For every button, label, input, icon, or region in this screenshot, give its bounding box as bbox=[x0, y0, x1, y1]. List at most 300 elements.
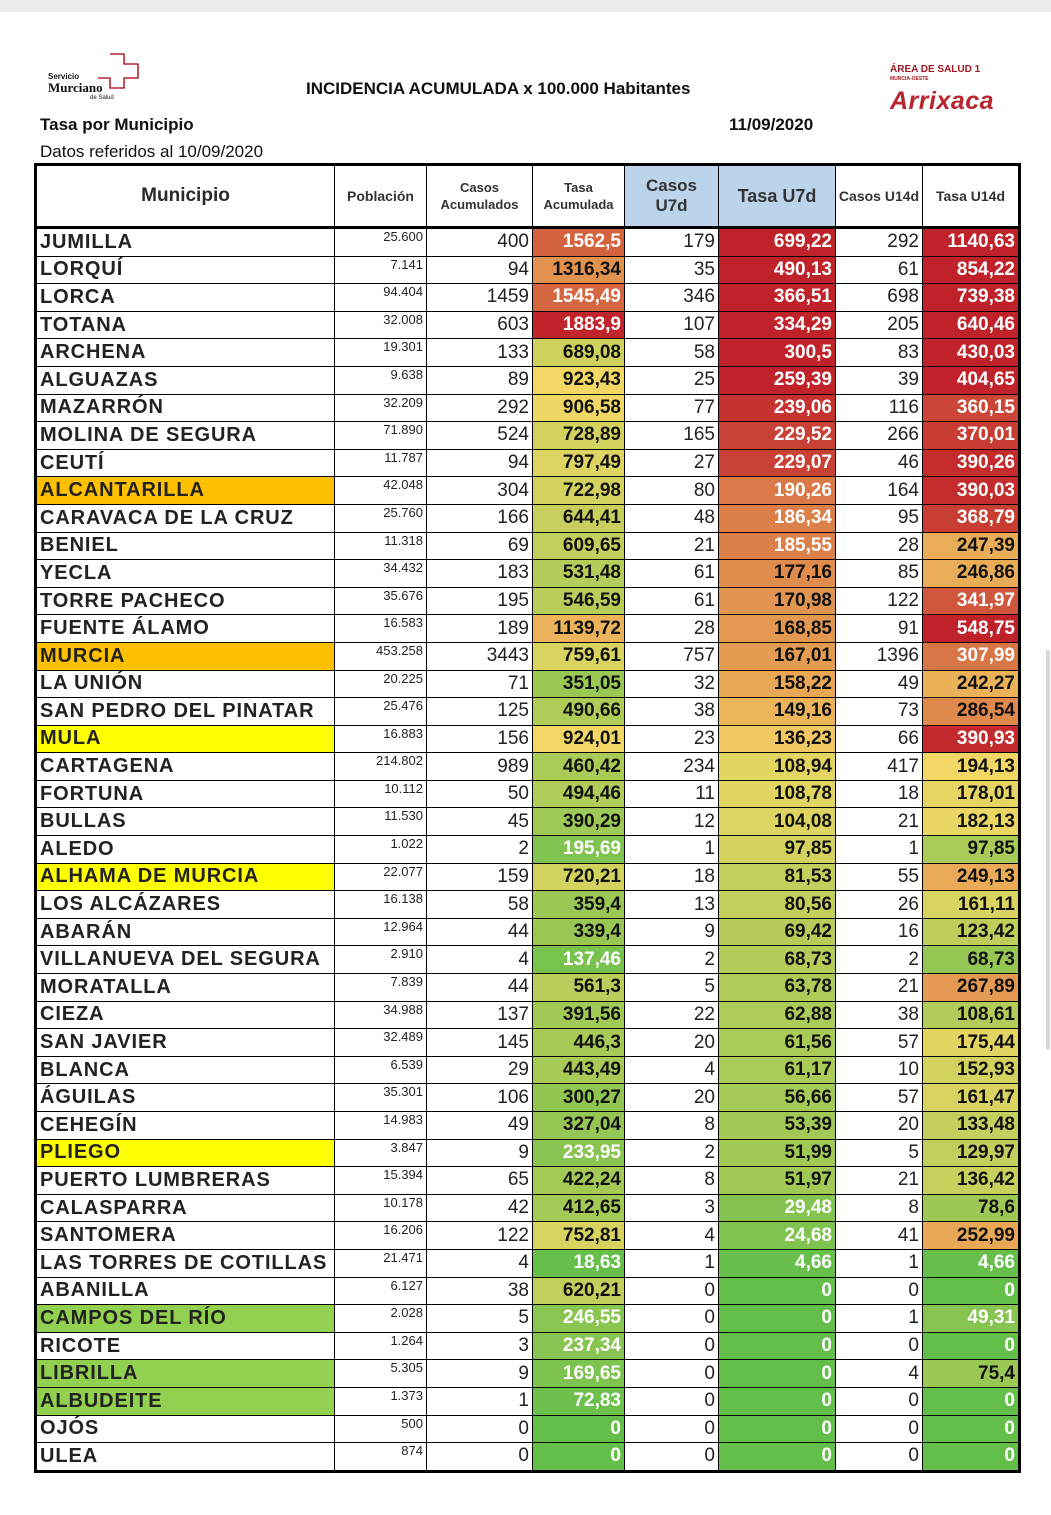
cell-casos-u14d: 26 bbox=[836, 891, 923, 919]
cell-casos-u7d: 2 bbox=[625, 946, 719, 974]
cell-casos-u7d: 0 bbox=[625, 1305, 719, 1333]
cell-casos-u7d: 61 bbox=[625, 587, 719, 615]
cell-tasa-u7d: 80,56 bbox=[719, 891, 836, 919]
cell-casos-acumulados: 3443 bbox=[427, 642, 533, 670]
table-row bbox=[36, 339, 1020, 367]
table-row bbox=[36, 587, 1020, 615]
cell-tasa-u7d: 190,26 bbox=[719, 477, 836, 505]
cell-casos-acumulados: 137 bbox=[427, 1001, 533, 1029]
cell-poblacion: 6.539 bbox=[335, 1056, 427, 1084]
table-row bbox=[36, 1029, 1020, 1057]
cell-casos-acumulados: 44 bbox=[427, 974, 533, 1002]
cell-casos-u7d: 0 bbox=[625, 1332, 719, 1360]
cell-casos-acumulados: 156 bbox=[427, 725, 533, 753]
cell-tasa-acumulada: 195,69 bbox=[533, 836, 625, 864]
cell-casos-u7d: 1 bbox=[625, 1249, 719, 1277]
cell-tasa-u14d: 68,73 bbox=[923, 946, 1020, 974]
cell-casos-u14d: 8 bbox=[836, 1194, 923, 1222]
cell-casos-u7d: 61 bbox=[625, 560, 719, 588]
cell-casos-u14d: 49 bbox=[836, 670, 923, 698]
cell-casos-u7d: 13 bbox=[625, 891, 719, 919]
cell-municipio: ÁGUILAS bbox=[36, 1084, 335, 1112]
table-row bbox=[36, 366, 1020, 394]
cell-poblacion: 94.404 bbox=[335, 284, 427, 312]
cell-tasa-acumulada: 0 bbox=[533, 1415, 625, 1443]
cell-casos-u14d: 2 bbox=[836, 946, 923, 974]
cell-municipio: CARAVACA DE LA CRUZ bbox=[36, 504, 335, 532]
cell-poblacion: 25.476 bbox=[335, 698, 427, 726]
cell-casos-u7d: 4 bbox=[625, 1222, 719, 1250]
cell-casos-u7d: 38 bbox=[625, 698, 719, 726]
cell-tasa-acumulada: 390,29 bbox=[533, 808, 625, 836]
col-header-casos-acumulados-line1: Casos bbox=[459, 180, 500, 195]
cell-casos-u7d: 80 bbox=[625, 477, 719, 505]
cell-tasa-u7d: 167,01 bbox=[719, 642, 836, 670]
cell-tasa-u7d: 0 bbox=[719, 1387, 836, 1415]
cell-casos-u7d: 1 bbox=[625, 836, 719, 864]
cell-casos-u7d: 165 bbox=[625, 422, 719, 450]
cell-tasa-u14d: 78,6 bbox=[923, 1194, 1020, 1222]
cell-casos-acumulados: 166 bbox=[427, 504, 533, 532]
cell-tasa-u7d: 0 bbox=[719, 1277, 836, 1305]
table-row bbox=[36, 836, 1020, 864]
cell-poblacion: 35.676 bbox=[335, 587, 427, 615]
col-header-casos-u14d: Casos U14d bbox=[836, 165, 923, 228]
cell-casos-u7d: 23 bbox=[625, 725, 719, 753]
cell-municipio: CIEZA bbox=[36, 1001, 335, 1029]
cell-poblacion: 71.890 bbox=[335, 422, 427, 450]
cell-tasa-u14d: 739,38 bbox=[923, 284, 1020, 312]
cell-tasa-u14d: 370,01 bbox=[923, 422, 1020, 450]
col-header-municipio: Municipio bbox=[36, 165, 335, 228]
table-row bbox=[36, 532, 1020, 560]
cell-tasa-u14d: 161,11 bbox=[923, 891, 1020, 919]
cell-casos-u14d: 0 bbox=[836, 1443, 923, 1472]
cell-tasa-u14d: 75,4 bbox=[923, 1360, 1020, 1388]
cell-casos-u14d: 1 bbox=[836, 836, 923, 864]
cell-municipio: LAS TORRES DE COTILLAS bbox=[36, 1249, 335, 1277]
cell-poblacion: 1.022 bbox=[335, 836, 427, 864]
cell-tasa-acumulada: 18,63 bbox=[533, 1249, 625, 1277]
cell-tasa-acumulada: 359,4 bbox=[533, 891, 625, 919]
cell-casos-u7d: 58 bbox=[625, 339, 719, 367]
table-row bbox=[36, 1249, 1020, 1277]
cell-municipio: BULLAS bbox=[36, 808, 335, 836]
cell-tasa-u7d: 490,13 bbox=[719, 256, 836, 284]
cell-tasa-u14d: 129,97 bbox=[923, 1139, 1020, 1167]
cell-tasa-u7d: 69,42 bbox=[719, 918, 836, 946]
cell-poblacion: 32.209 bbox=[335, 394, 427, 422]
cell-poblacion: 6.127 bbox=[335, 1277, 427, 1305]
cell-tasa-u14d: 404,65 bbox=[923, 366, 1020, 394]
cell-tasa-u14d: 390,03 bbox=[923, 477, 1020, 505]
cell-tasa-u14d: 242,27 bbox=[923, 670, 1020, 698]
cell-casos-u7d: 0 bbox=[625, 1387, 719, 1415]
cell-tasa-u7d: 186,34 bbox=[719, 504, 836, 532]
cell-casos-u7d: 11 bbox=[625, 780, 719, 808]
cell-casos-u7d: 32 bbox=[625, 670, 719, 698]
cell-municipio: SAN PEDRO DEL PINATAR bbox=[36, 698, 335, 726]
cell-casos-acumulados: 42 bbox=[427, 1194, 533, 1222]
cell-tasa-acumulada: 720,21 bbox=[533, 863, 625, 891]
cell-poblacion: 12.964 bbox=[335, 918, 427, 946]
cell-tasa-acumulada: 1883,9 bbox=[533, 311, 625, 339]
cell-tasa-u14d: 194,13 bbox=[923, 753, 1020, 781]
cell-casos-u7d: 20 bbox=[625, 1029, 719, 1057]
cell-poblacion: 10.178 bbox=[335, 1194, 427, 1222]
cell-municipio: ALGUAZAS bbox=[36, 366, 335, 394]
cell-poblacion: 42.048 bbox=[335, 477, 427, 505]
cell-tasa-u14d: 0 bbox=[923, 1415, 1020, 1443]
cell-municipio: PLIEGO bbox=[36, 1139, 335, 1167]
cell-poblacion: 15.394 bbox=[335, 1167, 427, 1195]
cell-casos-u14d: 164 bbox=[836, 477, 923, 505]
cell-casos-acumulados: 58 bbox=[427, 891, 533, 919]
cell-poblacion: 32.489 bbox=[335, 1029, 427, 1057]
cell-casos-u14d: 66 bbox=[836, 725, 923, 753]
cell-tasa-u14d: 152,93 bbox=[923, 1056, 1020, 1084]
cell-tasa-u7d: 0 bbox=[719, 1443, 836, 1472]
cell-tasa-u7d: 4,66 bbox=[719, 1249, 836, 1277]
table-row bbox=[36, 1056, 1020, 1084]
cell-casos-u7d: 0 bbox=[625, 1277, 719, 1305]
scrollbar[interactable] bbox=[1046, 650, 1050, 1050]
cell-poblacion: 25.600 bbox=[335, 228, 427, 257]
cell-tasa-u14d: 178,01 bbox=[923, 780, 1020, 808]
cell-casos-u7d: 234 bbox=[625, 753, 719, 781]
cell-tasa-u7d: 185,55 bbox=[719, 532, 836, 560]
table-row bbox=[36, 780, 1020, 808]
cell-tasa-u14d: 267,89 bbox=[923, 974, 1020, 1002]
col-header-tasa-acumulada bbox=[533, 165, 625, 228]
cell-tasa-u7d: 56,66 bbox=[719, 1084, 836, 1112]
cell-tasa-acumulada: 137,46 bbox=[533, 946, 625, 974]
cell-poblacion: 16.883 bbox=[335, 725, 427, 753]
cell-casos-acumulados: 189 bbox=[427, 615, 533, 643]
cell-casos-u14d: 21 bbox=[836, 1167, 923, 1195]
cell-casos-acumulados: 183 bbox=[427, 560, 533, 588]
cell-tasa-acumulada: 490,66 bbox=[533, 698, 625, 726]
cell-tasa-u14d: 246,86 bbox=[923, 560, 1020, 588]
cell-tasa-u14d: 548,75 bbox=[923, 615, 1020, 643]
cell-municipio: MAZARRÓN bbox=[36, 394, 335, 422]
table-row bbox=[36, 863, 1020, 891]
cell-casos-u14d: 5 bbox=[836, 1139, 923, 1167]
sms-logo bbox=[46, 50, 156, 110]
col-header-tasa-u7d: Tasa U7d bbox=[719, 165, 836, 228]
cell-municipio: SAN JAVIER bbox=[36, 1029, 335, 1057]
cell-municipio: SANTOMERA bbox=[36, 1222, 335, 1250]
cell-tasa-acumulada: 391,56 bbox=[533, 1001, 625, 1029]
cell-poblacion: 2.028 bbox=[335, 1305, 427, 1333]
cell-municipio: ABANILLA bbox=[36, 1277, 335, 1305]
logo-line-3: de Salud bbox=[90, 95, 114, 101]
col-header-casos-u7d-line2: U7d bbox=[655, 196, 688, 215]
cell-tasa-acumulada: 644,41 bbox=[533, 504, 625, 532]
cell-tasa-u14d: 360,15 bbox=[923, 394, 1020, 422]
cell-tasa-acumulada: 924,01 bbox=[533, 725, 625, 753]
cell-municipio: LIBRILLA bbox=[36, 1360, 335, 1388]
cell-poblacion: 453.258 bbox=[335, 642, 427, 670]
cell-poblacion: 9.638 bbox=[335, 366, 427, 394]
cell-municipio: JUMILLA bbox=[36, 228, 335, 257]
cell-municipio: CARTAGENA bbox=[36, 753, 335, 781]
cell-casos-u14d: 55 bbox=[836, 863, 923, 891]
col-header-tasa-u14d: Tasa U14d bbox=[923, 165, 1020, 228]
cell-casos-acumulados: 989 bbox=[427, 753, 533, 781]
cell-tasa-u7d: 62,88 bbox=[719, 1001, 836, 1029]
cell-tasa-u14d: 133,48 bbox=[923, 1112, 1020, 1140]
cell-casos-acumulados: 4 bbox=[427, 1249, 533, 1277]
logo-line-1: Servicio bbox=[48, 72, 80, 81]
cell-tasa-u14d: 390,93 bbox=[923, 725, 1020, 753]
cell-tasa-u7d: 229,07 bbox=[719, 449, 836, 477]
cell-casos-u14d: 20 bbox=[836, 1112, 923, 1140]
cell-tasa-acumulada: 351,05 bbox=[533, 670, 625, 698]
cell-tasa-u14d: 247,39 bbox=[923, 532, 1020, 560]
cell-municipio: LA UNIÓN bbox=[36, 670, 335, 698]
cell-municipio: BENIEL bbox=[36, 532, 335, 560]
cell-casos-u14d: 83 bbox=[836, 339, 923, 367]
cell-casos-u14d: 0 bbox=[836, 1387, 923, 1415]
cell-tasa-u7d: 63,78 bbox=[719, 974, 836, 1002]
cell-tasa-u14d: 123,42 bbox=[923, 918, 1020, 946]
cell-tasa-u7d: 300,5 bbox=[719, 339, 836, 367]
cell-tasa-u14d: 640,46 bbox=[923, 311, 1020, 339]
cell-poblacion: 214.802 bbox=[335, 753, 427, 781]
table-row bbox=[36, 808, 1020, 836]
cell-tasa-acumulada: 446,3 bbox=[533, 1029, 625, 1057]
table-row bbox=[36, 670, 1020, 698]
cell-tasa-acumulada: 923,43 bbox=[533, 366, 625, 394]
cell-casos-u7d: 8 bbox=[625, 1167, 719, 1195]
cell-casos-u7d: 20 bbox=[625, 1084, 719, 1112]
cell-municipio: ABARÁN bbox=[36, 918, 335, 946]
cell-casos-u7d: 0 bbox=[625, 1360, 719, 1388]
cell-tasa-u7d: 51,99 bbox=[719, 1139, 836, 1167]
cell-casos-acumulados: 603 bbox=[427, 311, 533, 339]
cell-casos-u14d: 122 bbox=[836, 587, 923, 615]
table-row bbox=[36, 504, 1020, 532]
cell-tasa-acumulada: 752,81 bbox=[533, 1222, 625, 1250]
cell-municipio: PUERTO LUMBRERAS bbox=[36, 1167, 335, 1195]
cell-tasa-acumulada: 1545,49 bbox=[533, 284, 625, 312]
cell-casos-u7d: 0 bbox=[625, 1443, 719, 1472]
cell-municipio: CAMPOS DEL RÍO bbox=[36, 1305, 335, 1333]
cell-tasa-u14d: 1140,63 bbox=[923, 228, 1020, 257]
cell-tasa-acumulada: 1562,5 bbox=[533, 228, 625, 257]
cell-casos-acumulados: 1 bbox=[427, 1387, 533, 1415]
cell-tasa-u7d: 24,68 bbox=[719, 1222, 836, 1250]
table-row bbox=[36, 918, 1020, 946]
cell-casos-u7d: 4 bbox=[625, 1056, 719, 1084]
cell-casos-u14d: 85 bbox=[836, 560, 923, 588]
cell-municipio: RICOTE bbox=[36, 1332, 335, 1360]
report-date: 11/09/2020 bbox=[729, 115, 814, 134]
table-row bbox=[36, 311, 1020, 339]
cell-poblacion: 25.760 bbox=[335, 504, 427, 532]
cell-municipio: MULA bbox=[36, 725, 335, 753]
cell-casos-u14d: 38 bbox=[836, 1001, 923, 1029]
col-header-casos-acumulados bbox=[427, 165, 533, 228]
cell-casos-acumulados: 89 bbox=[427, 366, 533, 394]
cell-tasa-u14d: 0 bbox=[923, 1277, 1020, 1305]
col-header-tasa-acumulada-line1: Tasa bbox=[564, 180, 593, 195]
cell-poblacion: 16.138 bbox=[335, 891, 427, 919]
cell-casos-u14d: 417 bbox=[836, 753, 923, 781]
cell-poblacion: 11.318 bbox=[335, 532, 427, 560]
area-salud-label: ÁREA DE SALUD 1 bbox=[890, 64, 981, 75]
cell-casos-u14d: 10 bbox=[836, 1056, 923, 1084]
col-header-casos-acumulados-line2: Acumulados bbox=[440, 197, 519, 212]
cell-casos-u7d: 107 bbox=[625, 311, 719, 339]
cell-municipio: BLANCA bbox=[36, 1056, 335, 1084]
cell-tasa-u14d: 854,22 bbox=[923, 256, 1020, 284]
cell-tasa-u7d: 61,56 bbox=[719, 1029, 836, 1057]
cell-tasa-acumulada: 906,58 bbox=[533, 394, 625, 422]
cell-tasa-u14d: 161,47 bbox=[923, 1084, 1020, 1112]
cell-casos-u7d: 18 bbox=[625, 863, 719, 891]
cell-casos-acumulados: 50 bbox=[427, 780, 533, 808]
cell-casos-acumulados: 4 bbox=[427, 946, 533, 974]
cell-casos-acumulados: 94 bbox=[427, 256, 533, 284]
cell-tasa-u7d: 104,08 bbox=[719, 808, 836, 836]
cell-municipio: ALHAMA DE MURCIA bbox=[36, 863, 335, 891]
cell-poblacion: 5.305 bbox=[335, 1360, 427, 1388]
cell-municipio: TORRE PACHECO bbox=[36, 587, 335, 615]
cell-casos-u7d: 346 bbox=[625, 284, 719, 312]
cell-tasa-acumulada: 422,24 bbox=[533, 1167, 625, 1195]
table-row bbox=[36, 1139, 1020, 1167]
cell-casos-u7d: 22 bbox=[625, 1001, 719, 1029]
col-header-tasa-acumulada-line2: Acumulada bbox=[543, 197, 614, 212]
cell-casos-u14d: 16 bbox=[836, 918, 923, 946]
cell-tasa-u14d: 341,97 bbox=[923, 587, 1020, 615]
table-row bbox=[36, 422, 1020, 450]
cell-tasa-u7d: 0 bbox=[719, 1360, 836, 1388]
cell-tasa-u7d: 61,17 bbox=[719, 1056, 836, 1084]
cell-casos-acumulados: 45 bbox=[427, 808, 533, 836]
cell-casos-u7d: 8 bbox=[625, 1112, 719, 1140]
cell-casos-u14d: 1396 bbox=[836, 642, 923, 670]
cell-tasa-acumulada: 561,3 bbox=[533, 974, 625, 1002]
cell-casos-acumulados: 133 bbox=[427, 339, 533, 367]
cell-tasa-acumulada: 1316,34 bbox=[533, 256, 625, 284]
cell-tasa-u7d: 29,48 bbox=[719, 1194, 836, 1222]
cell-poblacion: 19.301 bbox=[335, 339, 427, 367]
cell-municipio: LOS ALCÁZARES bbox=[36, 891, 335, 919]
cell-casos-u7d: 2 bbox=[625, 1139, 719, 1167]
cell-casos-u7d: 12 bbox=[625, 808, 719, 836]
cell-casos-acumulados: 145 bbox=[427, 1029, 533, 1057]
cell-municipio: MOLINA DE SEGURA bbox=[36, 422, 335, 450]
cell-tasa-acumulada: 246,55 bbox=[533, 1305, 625, 1333]
cell-casos-u14d: 0 bbox=[836, 1332, 923, 1360]
cell-casos-u14d: 21 bbox=[836, 974, 923, 1002]
cell-poblacion: 34.988 bbox=[335, 1001, 427, 1029]
cell-casos-u14d: 91 bbox=[836, 615, 923, 643]
cell-tasa-u14d: 182,13 bbox=[923, 808, 1020, 836]
cell-tasa-u7d: 108,94 bbox=[719, 753, 836, 781]
cell-municipio: MORATALLA bbox=[36, 974, 335, 1002]
cell-casos-acumulados: 69 bbox=[427, 532, 533, 560]
cell-tasa-u7d: 239,06 bbox=[719, 394, 836, 422]
cell-casos-u14d: 266 bbox=[836, 422, 923, 450]
cell-casos-acumulados: 195 bbox=[427, 587, 533, 615]
table-row bbox=[36, 753, 1020, 781]
cell-tasa-u14d: 97,85 bbox=[923, 836, 1020, 864]
cell-casos-acumulados: 1459 bbox=[427, 284, 533, 312]
cell-poblacion: 20.225 bbox=[335, 670, 427, 698]
table-row bbox=[36, 449, 1020, 477]
table-row bbox=[36, 891, 1020, 919]
cell-tasa-acumulada: 620,21 bbox=[533, 1277, 625, 1305]
cell-tasa-acumulada: 759,61 bbox=[533, 642, 625, 670]
incidence-table bbox=[34, 163, 1021, 1473]
cell-casos-u14d: 95 bbox=[836, 504, 923, 532]
cell-casos-u14d: 4 bbox=[836, 1360, 923, 1388]
cell-tasa-acumulada: 72,83 bbox=[533, 1387, 625, 1415]
cell-tasa-acumulada: 728,89 bbox=[533, 422, 625, 450]
cell-poblacion: 7.839 bbox=[335, 974, 427, 1002]
table-row bbox=[36, 1112, 1020, 1140]
cell-casos-u14d: 0 bbox=[836, 1277, 923, 1305]
cell-casos-acumulados: 94 bbox=[427, 449, 533, 477]
cell-tasa-u7d: 53,39 bbox=[719, 1112, 836, 1140]
table-row bbox=[36, 394, 1020, 422]
cell-casos-u14d: 205 bbox=[836, 311, 923, 339]
cell-casos-u7d: 179 bbox=[625, 228, 719, 257]
cell-tasa-u7d: 334,29 bbox=[719, 311, 836, 339]
cell-municipio: CEHEGÍN bbox=[36, 1112, 335, 1140]
cell-casos-u14d: 292 bbox=[836, 228, 923, 257]
table-row bbox=[36, 560, 1020, 588]
cell-tasa-acumulada: 0 bbox=[533, 1443, 625, 1472]
cell-municipio: LORQUÍ bbox=[36, 256, 335, 284]
cell-poblacion: 34.432 bbox=[335, 560, 427, 588]
page-title: INCIDENCIA ACUMULADA x 100.000 Habitantes bbox=[306, 79, 691, 98]
cell-casos-u14d: 18 bbox=[836, 780, 923, 808]
cell-casos-acumulados: 159 bbox=[427, 863, 533, 891]
cell-casos-u14d: 1 bbox=[836, 1249, 923, 1277]
cell-tasa-u14d: 430,03 bbox=[923, 339, 1020, 367]
cell-municipio: FORTUNA bbox=[36, 780, 335, 808]
cell-tasa-u7d: 97,85 bbox=[719, 836, 836, 864]
cell-casos-u14d: 57 bbox=[836, 1084, 923, 1112]
cell-casos-acumulados: 38 bbox=[427, 1277, 533, 1305]
cell-tasa-acumulada: 169,65 bbox=[533, 1360, 625, 1388]
cell-casos-u7d: 35 bbox=[625, 256, 719, 284]
cell-casos-acumulados: 0 bbox=[427, 1415, 533, 1443]
cell-poblacion: 1.264 bbox=[335, 1332, 427, 1360]
col-header-poblacion: Población bbox=[335, 165, 427, 228]
cell-casos-acumulados: 3 bbox=[427, 1332, 533, 1360]
cell-casos-u7d: 3 bbox=[625, 1194, 719, 1222]
col-header-casos-u7d-line1: Casos bbox=[645, 176, 698, 195]
cell-casos-u14d: 39 bbox=[836, 366, 923, 394]
cell-casos-u14d: 116 bbox=[836, 394, 923, 422]
cell-tasa-u7d: 229,52 bbox=[719, 422, 836, 450]
table-row bbox=[36, 946, 1020, 974]
cell-tasa-acumulada: 237,34 bbox=[533, 1332, 625, 1360]
table-row bbox=[36, 615, 1020, 643]
cell-tasa-u7d: 170,98 bbox=[719, 587, 836, 615]
cell-casos-u14d: 21 bbox=[836, 808, 923, 836]
table-row bbox=[36, 477, 1020, 505]
cell-municipio: VILLANUEVA DEL SEGURA bbox=[36, 946, 335, 974]
cell-municipio: FUENTE ÁLAMO bbox=[36, 615, 335, 643]
cell-tasa-u14d: 252,99 bbox=[923, 1222, 1020, 1250]
